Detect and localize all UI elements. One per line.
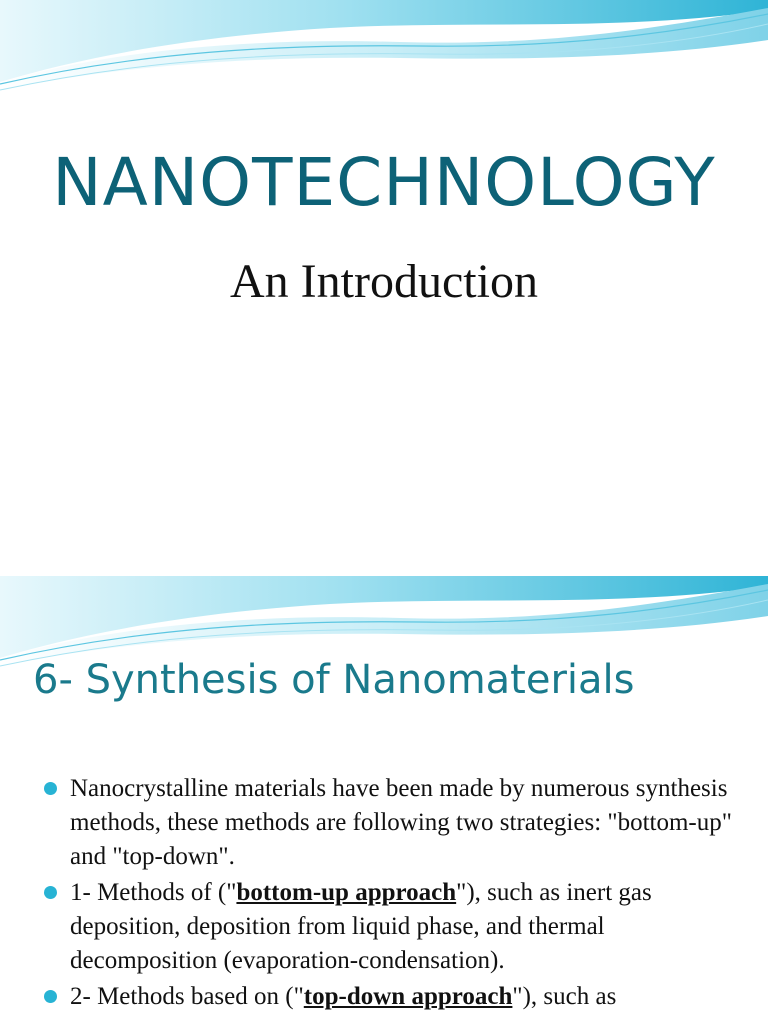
content-slide <box>0 576 768 1024</box>
presentation-title: NANOTECHNOLOGY <box>52 144 716 221</box>
bullet-text-suffix: "), such as inert gas deposition, deposition from liquid phase, and thermal decomposition (evaporation-condensation). <box>70 879 652 974</box>
bullet-text-prefix: 2- Methods based on (" <box>70 983 304 1010</box>
bullet-text: Nanocrystalline materials have been made by numerous synthesis methods, these methods are following two strategies: "bottom-up" and "top-down". <box>70 775 732 870</box>
bullet-dot-icon <box>44 990 57 1003</box>
wave-banner-decoration <box>0 0 768 95</box>
presentation-subtitle: An Introduction <box>230 255 538 308</box>
slide-heading: 6- Synthesis of Nanomaterials <box>33 657 635 703</box>
top-down-emphasis: top-down approach <box>303 983 513 1010</box>
bullet-dot-icon <box>44 782 57 795</box>
bullet-text-prefix: 1- Methods of (" <box>70 879 237 906</box>
list-item <box>44 876 744 978</box>
bullet-list <box>44 772 744 1016</box>
bottom-up-emphasis: bottom-up approach <box>236 879 457 906</box>
bullet-text-suffix: "), such as <box>512 983 617 1010</box>
list-item <box>44 980 744 1014</box>
bullet-dot-icon <box>44 886 57 899</box>
list-item <box>44 772 744 874</box>
